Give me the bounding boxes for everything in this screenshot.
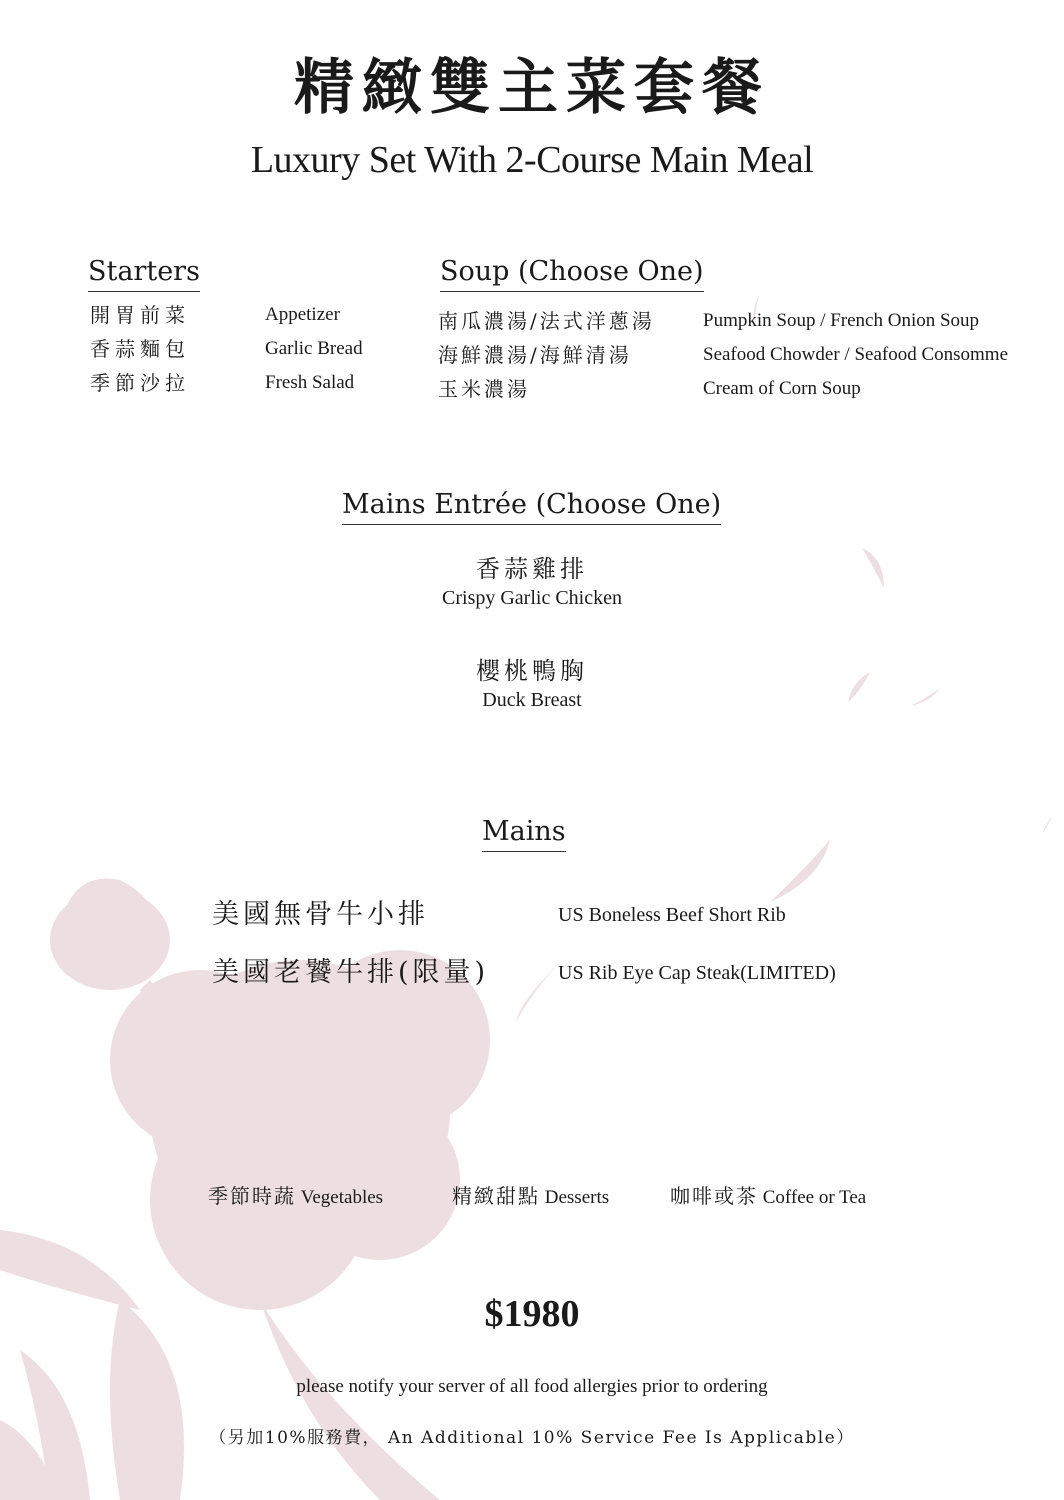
price: $1980 bbox=[484, 1293, 580, 1335]
list-item: Fresh Salad bbox=[265, 372, 355, 393]
service-fee-note: （另加10%服務費， An Additional 10% Service Fee Is Applicable） bbox=[209, 1428, 855, 1448]
extra-item-en: Vegetables bbox=[300, 1187, 384, 1208]
list-item: 海鮮濃湯/海鮮清湯 bbox=[438, 343, 632, 367]
extra-item bbox=[670, 1180, 866, 1209]
list-item: 開胃前菜 bbox=[90, 303, 190, 327]
extra-item-zh: 精緻甜點 bbox=[452, 1184, 540, 1208]
mains-zh-list bbox=[212, 886, 489, 1002]
entree-item bbox=[0, 654, 1064, 712]
list-item: 美國老饕牛排(限量) bbox=[212, 957, 490, 988]
extra-item-zh: 季節時蔬 bbox=[208, 1184, 296, 1208]
entree-item-en: Duck Breast bbox=[482, 689, 582, 711]
list-item: 香蒜麵包 bbox=[90, 337, 190, 361]
list-item: US Boneless Beef Short Rib bbox=[558, 904, 786, 926]
list-item: Pumpkin Soup / French Onion Soup bbox=[703, 310, 980, 331]
soup-heading: Soup (Choose One) bbox=[440, 256, 704, 292]
list-item: Cream of Corn Soup bbox=[703, 378, 861, 399]
entree-item-en: Crispy Garlic Chicken bbox=[442, 587, 622, 609]
mains-en-list bbox=[558, 886, 836, 1002]
list-item: 南瓜濃湯/法式洋蔥湯 bbox=[438, 309, 655, 333]
list-item: Seafood Chowder / Seafood Consomme bbox=[703, 344, 1009, 365]
entree-heading: Mains Entrée (Choose One) bbox=[342, 489, 721, 525]
list-item: Appetizer bbox=[265, 304, 340, 325]
allergy-note: please notify your server of all food allergies prior to ordering bbox=[296, 1376, 768, 1397]
list-item: 玉米濃湯 bbox=[438, 377, 530, 401]
page-title-en: Luxury Set With 2-Course Main Meal bbox=[250, 139, 814, 181]
soup-en-list bbox=[703, 304, 1008, 406]
extra-item-en: Desserts bbox=[544, 1187, 610, 1208]
page-title-zh: 精緻雙主菜套餐 bbox=[294, 53, 770, 123]
extra-item bbox=[208, 1180, 383, 1209]
extra-item-zh: 咖啡或茶 bbox=[670, 1184, 758, 1208]
mains-heading: Mains bbox=[482, 816, 566, 852]
list-item: 季節沙拉 bbox=[90, 371, 190, 395]
list-item: 美國無骨牛小排 bbox=[212, 899, 429, 930]
starters-heading: Starters bbox=[88, 256, 200, 292]
extras-row bbox=[0, 1180, 1064, 1220]
soup-zh-list bbox=[438, 304, 655, 406]
starters-en-list bbox=[265, 298, 363, 400]
extra-item-en: Coffee or Tea bbox=[762, 1187, 867, 1208]
entree-item-zh: 櫻桃鴨胸 bbox=[476, 657, 588, 685]
list-item: US Rib Eye Cap Steak(LIMITED) bbox=[558, 962, 836, 984]
extra-item bbox=[452, 1180, 609, 1209]
entree-item-zh: 香蒜雞排 bbox=[476, 555, 588, 583]
starters-zh-list bbox=[90, 298, 190, 400]
entree-item bbox=[0, 552, 1064, 610]
list-item: Garlic Bread bbox=[265, 338, 363, 359]
